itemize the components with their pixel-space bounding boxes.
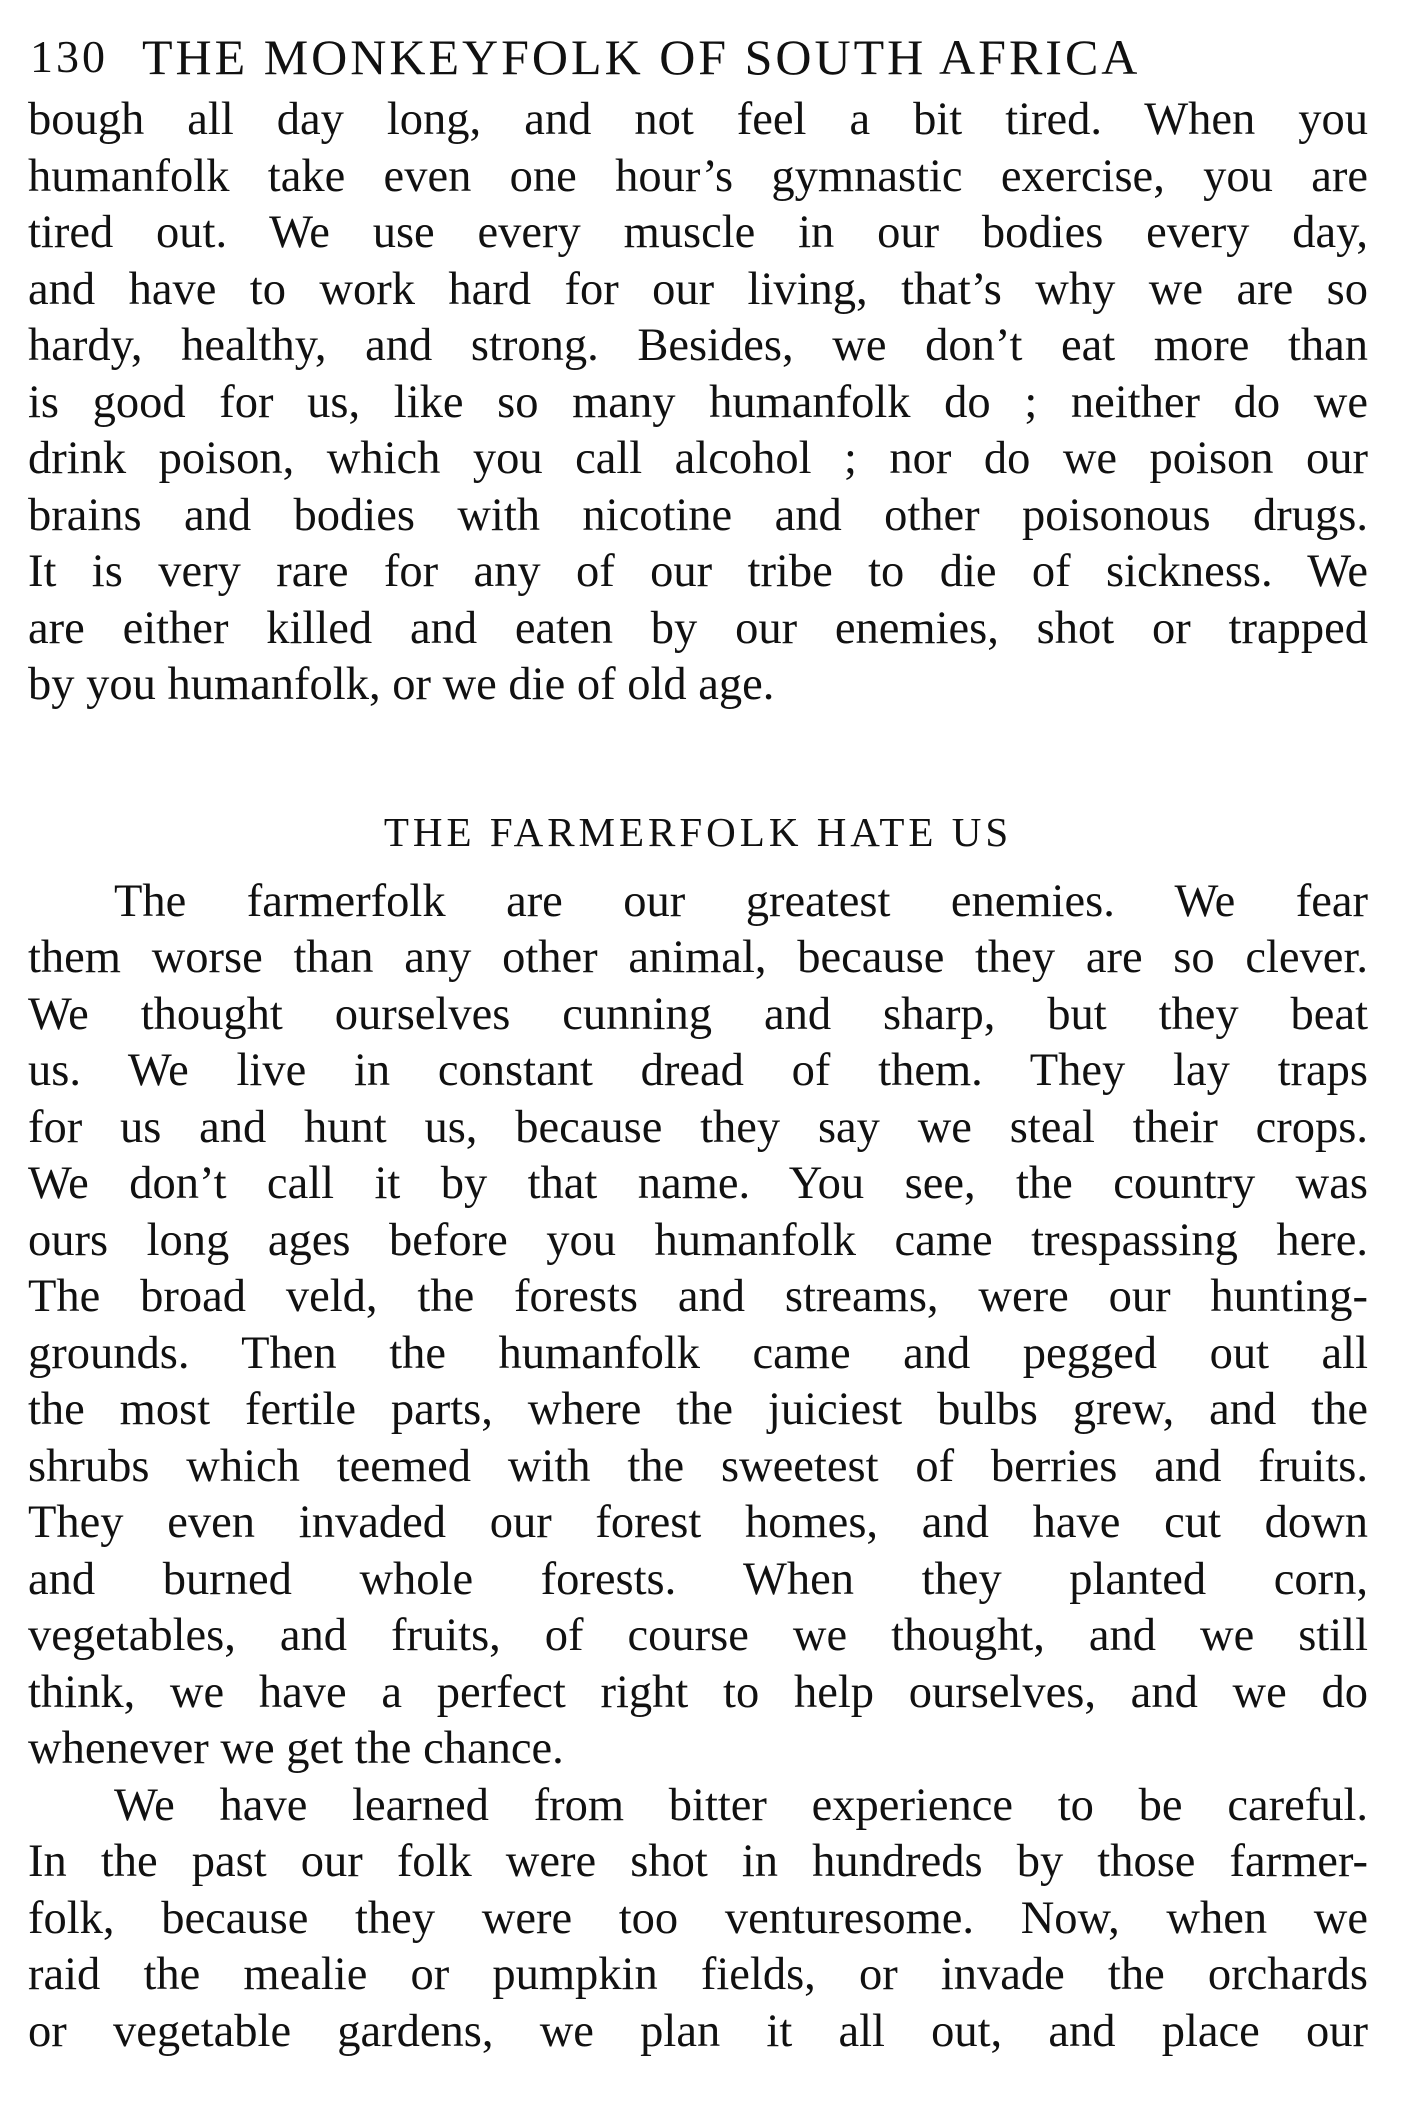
text-line: the most fertile parts, where the juiciest bulbs grew, and the bbox=[28, 1384, 1368, 1435]
text-line: think, we have a perfect right to help ourselves, and we do bbox=[28, 1666, 1368, 1718]
text-line: hardy, healthy, and strong. Besides, we don’t eat more than bbox=[28, 320, 1368, 371]
text-line: by you humanfolk, or we die of old age. bbox=[28, 659, 775, 710]
text-line: We thought ourselves cunning and sharp, but they beat bbox=[28, 988, 1368, 1040]
text-line: In the past our folk were shot in hundreds by those farmer- bbox=[28, 1836, 1368, 1887]
paragraph-2 bbox=[28, 874, 1368, 1778]
text-line: us. We live in constant dread of them. They lay traps bbox=[28, 1045, 1368, 1096]
text-line: They even invaded our forest homes, and have cut down bbox=[28, 1497, 1368, 1548]
text-line: and have to work hard for our living, that’s why we are so bbox=[28, 263, 1368, 315]
text-line: them worse than any other animal, because they are so clever. bbox=[28, 932, 1368, 983]
text-line: It is very rare for any of our tribe to die of sickness. We bbox=[28, 546, 1368, 597]
text-line: raid the mealie or pumpkin fields, or invade the orchards bbox=[28, 1949, 1368, 2000]
text-line: ours long ages before you humanfolk came trespassing here. bbox=[28, 1214, 1368, 1266]
text-line: We have learned from bitter experience to be careful. bbox=[114, 1779, 1368, 1831]
text-line: shrubs which teemed with the sweetest of berries and fruits. bbox=[28, 1440, 1368, 1492]
book-page bbox=[28, 22, 1368, 2060]
text-line: The farmerfolk are our greatest enemies. We fear bbox=[114, 875, 1368, 927]
text-line: grounds. Then the humanfolk came and pegged out all bbox=[28, 1327, 1368, 1379]
text-line: and burned whole forests. When they planted corn, bbox=[28, 1553, 1368, 1605]
running-title: THE MONKEYFOLK OF SOUTH AFRICA bbox=[142, 29, 1141, 85]
section-heading: THE FARMERFOLK HATE US bbox=[383, 808, 1013, 855]
text-line: humanfolk take even one hour’s gymnastic exercise, you are bbox=[28, 150, 1368, 202]
text-line: The broad veld, the forests and streams, were our hunting- bbox=[28, 1271, 1368, 1322]
text-line: is good for us, like so many humanfolk do ; neither do we bbox=[28, 376, 1368, 428]
text-line: brains and bodies with nicotine and other poisonous drugs. bbox=[28, 489, 1368, 541]
text-line: tired out. We use every muscle in our bodies every day, bbox=[28, 207, 1368, 258]
text-line: bough all day long, and not feel a bit tired. When you bbox=[28, 94, 1368, 145]
paragraph-3 bbox=[28, 1778, 1368, 2061]
running-head bbox=[30, 22, 1368, 92]
text-line: drink poison, which you call alcohol ; nor do we poison our bbox=[28, 433, 1368, 484]
text-line: whenever we get the chance. bbox=[28, 1723, 564, 1774]
text-line: are either killed and eaten by our enemies, shot or trapped bbox=[28, 602, 1368, 654]
text-line: We don’t call it by that name. You see, the country was bbox=[28, 1158, 1368, 1209]
text-line: vegetables, and fruits, of course we thought, and we still bbox=[28, 1610, 1368, 1661]
text-line: folk, because they were too venturesome. Now, when we bbox=[28, 1892, 1368, 1944]
text-line: for us and hunt us, because they say we steal their crops. bbox=[28, 1101, 1368, 1153]
page-number: 130 bbox=[30, 31, 108, 82]
text-line: or vegetable gardens, we plan it all out, and place our bbox=[28, 2005, 1368, 2057]
paragraph-1 bbox=[28, 92, 1368, 714]
